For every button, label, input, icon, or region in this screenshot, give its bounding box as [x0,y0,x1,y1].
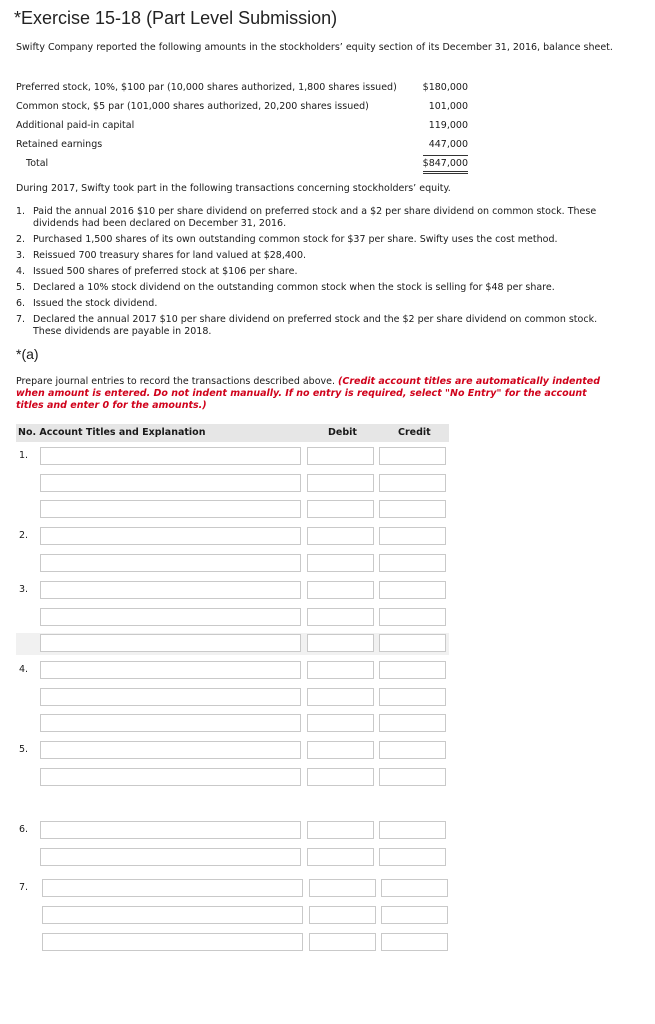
credit-input[interactable] [379,741,446,759]
header-account-titles: No. Account Titles and Explanation [18,427,206,438]
credit-input[interactable] [379,581,446,599]
transactions-list [16,206,616,342]
transaction-number: 1. [16,206,26,217]
debit-input[interactable] [307,500,374,518]
account-title-input[interactable] [40,554,301,572]
journal-row [16,607,449,629]
bs-amount-total: $847,000 [423,155,468,174]
account-title-input[interactable] [40,447,301,465]
bs-label: Common stock, $5 par (101,000 shares authorized, 20,200 shares issued) [16,101,369,112]
debit-input[interactable] [307,741,374,759]
credit-input[interactable] [381,879,448,897]
debit-input[interactable] [309,879,376,897]
journal-row [16,660,449,682]
debit-input[interactable] [307,527,374,545]
intro-text: Swifty Company reported the following amounts in the stockholders’ equity section of its December 31, 2016, balance sheet. [16,42,613,53]
debit-input[interactable] [307,768,374,786]
journal-row [16,687,449,709]
transaction-item [16,298,616,310]
instructions [16,376,616,412]
entry-number: 1. [19,450,29,461]
debit-input[interactable] [307,634,374,652]
transaction-item [16,234,616,246]
journal-row [16,580,449,602]
credit-input[interactable] [379,821,446,839]
journal-row [16,767,449,789]
bs-row-common [16,97,476,116]
transaction-text: Issued 500 shares of preferred stock at $106 per share. [33,265,298,277]
transaction-text: Declared the annual 2017 $10 per share dividend on preferred stock and the $2 per share dividend on common stock. These dividends are payable in 2018. [33,314,598,337]
transaction-number: 2. [16,233,26,245]
journal-row [16,847,449,869]
entry-number: 6. [19,824,29,835]
credit-input[interactable] [379,661,446,679]
credit-input[interactable] [379,554,446,572]
instructions-note: (Credit account titles are automatically indented when amount is entered. Do not indent manually. If no entry is required, select "No Entry" for the account titles and enter 0 for the amounts.) [16,376,601,411]
transaction-text: Reissued 700 treasury shares for land valued at $28,400. [33,249,307,261]
part-label: *(a) [16,346,39,362]
journal-row [16,499,449,521]
transaction-number: 7. [16,314,26,326]
debit-input[interactable] [307,474,374,492]
account-title-input[interactable] [40,527,301,545]
bs-row-retained [16,135,476,154]
credit-input[interactable] [379,688,446,706]
transaction-text: Purchased 1,500 shares of its own outstanding common stock for $37 per share. Swifty uses the cost method. [33,233,558,245]
bs-amount: 101,000 [428,101,468,112]
credit-input[interactable] [379,848,446,866]
bs-label: Preferred stock, 10%, $100 par (10,000 shares authorized, 1,800 shares issued) [16,82,397,93]
debit-input[interactable] [309,906,376,924]
transaction-number: 6. [16,297,26,309]
transaction-number: 3. [16,249,26,261]
journal-row [16,446,449,468]
debit-input[interactable] [307,554,374,572]
bs-amount: 447,000 [428,139,468,150]
debit-input[interactable] [307,581,374,599]
during-text: During 2017, Swifty took part in the following transactions concerning stockholders’ equity. [16,183,451,194]
bs-row-apic [16,116,476,135]
transaction-item [16,206,616,229]
bs-amount: 119,000 [428,120,468,131]
credit-input[interactable] [381,906,448,924]
transaction-item [16,250,616,262]
journal-row [16,905,449,927]
debit-input[interactable] [309,933,376,951]
debit-input[interactable] [307,608,374,626]
account-title-input[interactable] [40,474,301,492]
journal-row [16,713,449,735]
header-credit: Credit [398,427,431,438]
account-title-input[interactable] [40,608,301,626]
debit-input[interactable] [307,688,374,706]
journal-header [16,424,449,442]
account-title-input[interactable] [42,933,303,951]
credit-input[interactable] [379,634,446,652]
bs-label: Retained earnings [16,139,103,150]
entry-number: 7. [19,882,29,893]
account-title-input[interactable] [40,634,301,652]
transaction-item [16,282,616,294]
credit-input[interactable] [379,768,446,786]
credit-input[interactable] [379,500,446,518]
header-debit: Debit [328,427,357,438]
entry-number: 2. [19,530,29,541]
instructions-plain: Prepare journal entries to record the transactions described above. [16,376,339,387]
bs-label: Total [26,158,49,169]
account-title-input[interactable] [40,741,301,759]
transaction-number: 4. [16,265,26,277]
credit-input[interactable] [379,527,446,545]
entry-number: 4. [19,664,29,675]
debit-input[interactable] [307,661,374,679]
account-title-input[interactable] [40,688,301,706]
account-title-input[interactable] [40,768,301,786]
account-title-input[interactable] [42,906,303,924]
balance-sheet-table [16,78,476,173]
bs-row-preferred [16,78,476,97]
debit-input[interactable] [307,848,374,866]
debit-input[interactable] [307,447,374,465]
transaction-text: Paid the annual 2016 $10 per share dividend on preferred stock and a $2 per share dividend on common stock. These dividends had been declared on December 31, 2016. [33,206,597,229]
transaction-item [16,266,616,278]
journal-row [16,633,449,655]
account-title-input[interactable] [40,821,301,839]
entry-number: 3. [19,584,29,595]
bs-row-total [16,154,476,173]
journal-row [16,740,449,762]
account-title-input[interactable] [42,879,303,897]
debit-input[interactable] [307,821,374,839]
bs-label: Additional paid-in capital [16,120,135,131]
account-title-input[interactable] [40,581,301,599]
journal-row [16,553,449,575]
entry-number: 5. [19,744,29,755]
credit-input[interactable] [379,447,446,465]
account-title-input[interactable] [40,848,301,866]
journal-row [16,473,449,495]
credit-input[interactable] [381,933,448,951]
journal-row [16,526,449,548]
account-title-input[interactable] [40,500,301,518]
transaction-item [16,314,616,337]
journal-row [16,932,449,954]
transaction-text: Issued the stock dividend. [33,297,158,309]
account-title-input[interactable] [40,714,301,732]
credit-input[interactable] [379,474,446,492]
credit-input[interactable] [379,714,446,732]
journal-row [16,878,449,900]
transaction-text: Declared a 10% stock dividend on the outstanding common stock when the stock is selling for $48 per share. [33,281,555,293]
credit-input[interactable] [379,608,446,626]
account-title-input[interactable] [40,661,301,679]
bs-amount: $180,000 [422,82,468,93]
debit-input[interactable] [307,714,374,732]
journal-row [16,820,449,842]
page-title: *Exercise 15-18 (Part Level Submission) [14,8,338,28]
transaction-number: 5. [16,281,26,293]
